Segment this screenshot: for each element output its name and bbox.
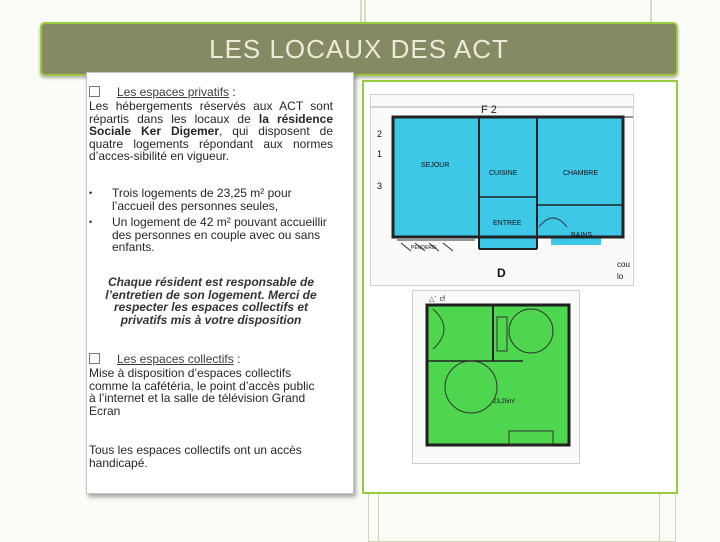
privatifs-intro: Les hébergements réservés aux ACT sont répartis dans les locaux de la résidence Sociale Ker Digemer, qui disposent de quatre logements répondant aux normes d’acces-sibilité en vigueur. bbox=[89, 99, 333, 164]
plan-label: △’ cf bbox=[429, 296, 446, 303]
collectifs-text: Mise à disposition d’espaces collectifs comme la cafétéria, le point d’accès public à l’internet et la salle de télévision Grand Ecran bbox=[89, 366, 315, 418]
background-line bbox=[364, 0, 366, 22]
floor-plan-studio-drawing bbox=[413, 291, 579, 463]
checkbox-bullet-icon bbox=[89, 86, 100, 97]
collectifs-heading: Les espaces collectifs : bbox=[89, 353, 240, 366]
bullet-icon: • bbox=[89, 217, 93, 227]
plan-label: PENDERIE bbox=[411, 245, 437, 251]
plan-label: D bbox=[497, 266, 506, 280]
title-banner bbox=[40, 22, 678, 76]
background-line bbox=[360, 0, 362, 22]
floor-plan-studio bbox=[412, 290, 580, 464]
floor-plan-f2-drawing bbox=[371, 95, 633, 285]
page-title: LES LOCAUX DES ACT bbox=[209, 34, 509, 64]
privatifs-heading: Les espaces privatifs : bbox=[89, 86, 236, 99]
responsibility-note: Chaque résident est responsable de l’entretien de son logement. Merci de respecter les espaces collectifs et privatifs mis à votre disposition bbox=[105, 275, 317, 327]
background-line bbox=[650, 0, 652, 22]
plan-label: BAINS bbox=[571, 232, 593, 239]
plan-label: ENTREE bbox=[493, 220, 522, 227]
plan-label: F 2 bbox=[481, 104, 497, 116]
plan-label: lo bbox=[617, 272, 624, 281]
checkbox-bullet-icon bbox=[89, 353, 100, 364]
collectifs-heading-text: Les espaces collectifs bbox=[117, 352, 234, 366]
plan-label: 23,25m² bbox=[493, 399, 516, 405]
floor-plan-f2 bbox=[370, 94, 634, 286]
bullet-icon: • bbox=[89, 188, 93, 198]
plan-label: CUISINE bbox=[489, 170, 518, 177]
plan-label: SEJOUR bbox=[421, 162, 450, 169]
plan-label: 3 bbox=[377, 181, 383, 191]
plan-label: 1 bbox=[377, 149, 383, 159]
accessibility-note: Tous les espaces collectifs ont un accès handicapé. bbox=[89, 443, 302, 470]
plan-label: 2 bbox=[377, 129, 383, 139]
plan-label: cou bbox=[617, 260, 630, 269]
privatifs-heading-text: Les espaces privatifs bbox=[117, 85, 230, 99]
plan-label: CHAMBRE bbox=[563, 170, 599, 177]
